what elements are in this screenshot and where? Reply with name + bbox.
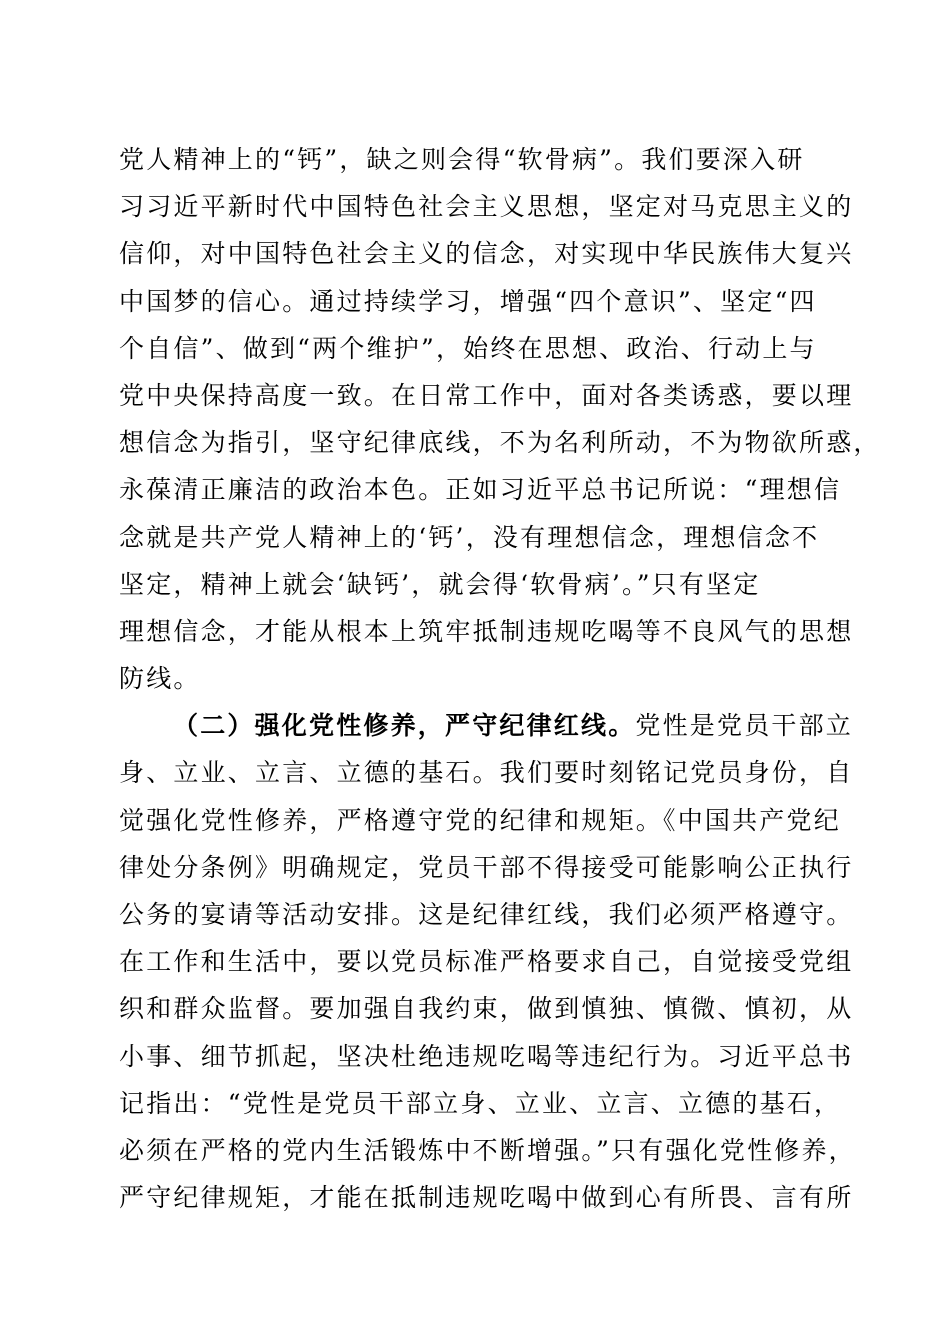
- text-line: 织和群众监督。要加强自我约束，做到慎独、慎微、慎初，从: [119, 994, 854, 1024]
- text-line: 觉强化党性修养，严格遵守党的纪律和规矩。《中国共产党纪: [119, 805, 841, 835]
- text-line: 小事、细节抓起，坚决杜绝违规吃喝等违纪行为。习近平总书: [119, 1041, 854, 1071]
- text-line: 信仰，对中国特色社会主义的信念，对实现中华民族伟大复兴: [119, 239, 854, 269]
- text-line: 理想信念，才能从根本上筑牢抵制违规吃喝等不良风气的思想: [119, 616, 854, 646]
- text-line: 公务的宴请等活动安排。这是纪律红线，我们必须严格遵守。: [119, 900, 854, 929]
- text-line: 记指出：“党性是党员干部立身、立业、立言、立德的基石，: [119, 1088, 842, 1118]
- text-line: 中国梦的信心。通过持续学习，增强“四个意识”、坚定“四: [119, 286, 817, 316]
- text-line: 坚定，精神上就会‘缺钙’，就会得‘软骨病’。”只有坚定: [119, 569, 761, 599]
- text-line: 防线。: [119, 664, 201, 694]
- text-line: 必须在严格的党内生活锻炼中不断增强。”只有强化党性修养，: [119, 1135, 856, 1165]
- text-line: 想信念为指引，坚守纪律底线，不为名利所动，不为物欲所惑，: [119, 428, 881, 458]
- text-line: 严守纪律规矩，才能在抵制违规吃喝中做到心有所畏、言有所: [119, 1183, 854, 1213]
- text-line: 个自信”、做到“两个维护”，始终在思想、政治、行动上与: [119, 333, 817, 363]
- body-text: [119, 136, 881, 1221]
- text-line: 律处分条例》明确规定，党员干部不得接受可能影响公正执行: [119, 852, 854, 882]
- section-2-lead-text: 党性是党员干部立: [635, 711, 854, 741]
- text-line: 党中央保持高度一致。在日常工作中，面对各类诱惑，要以理: [119, 380, 854, 410]
- section-heading-line: [119, 702, 854, 749]
- text-line: 习习近平新时代中国特色社会主义思想，坚定对马克思主义的: [119, 192, 854, 222]
- text-line: 永葆清正廉洁的政治本色。正如习近平总书记所说：“理想信: [119, 475, 842, 505]
- text-line: 身、立业、立言、立德的基石。我们要时刻铭记党员身份，自: [119, 758, 854, 788]
- text-line: 在工作和生活中，要以党员标准严格要求自己，自觉接受党组: [119, 947, 854, 977]
- paragraph-1: [119, 136, 881, 702]
- text-line: 党人精神上的“钙”，缺之则会得“软骨病”。我们要深入研: [119, 145, 805, 174]
- section-2-heading: （二）强化党性修养，严守纪律红线。: [173, 711, 636, 741]
- text-line: 念就是共产党人精神上的‘钙’，没有理想信念，理想信念不: [119, 522, 820, 552]
- paragraph-2: [119, 702, 856, 1221]
